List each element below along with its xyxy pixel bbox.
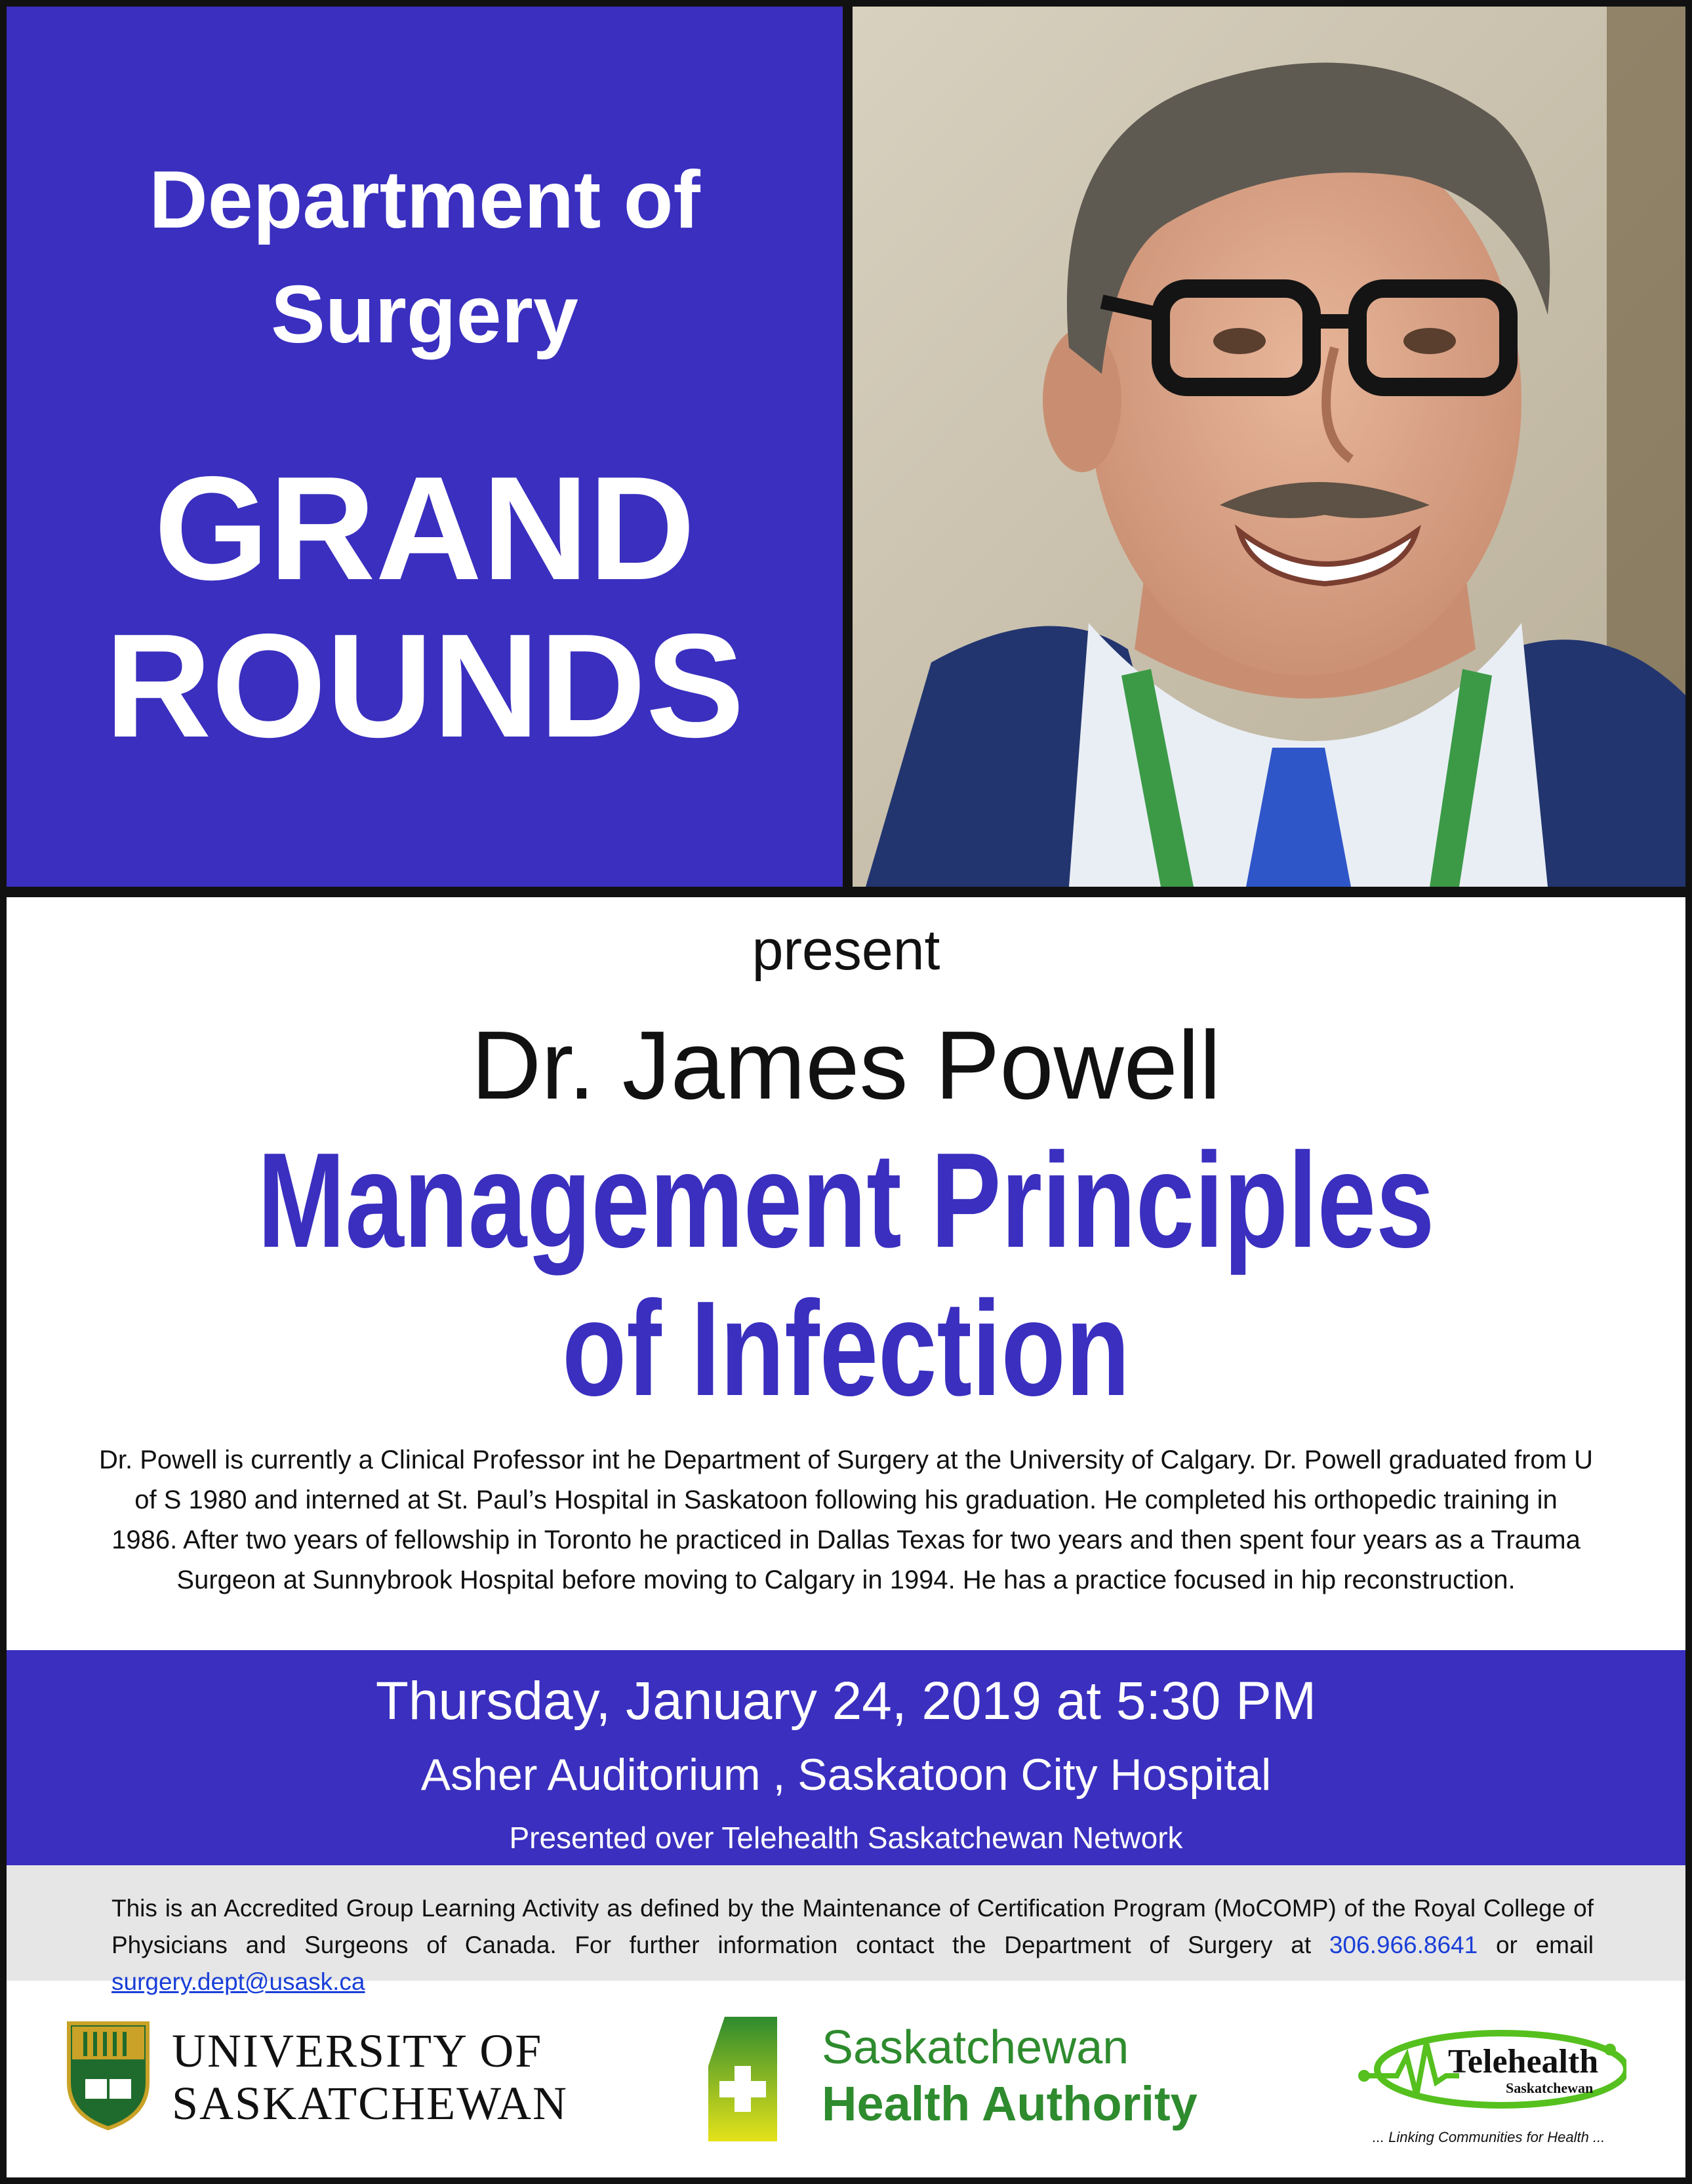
event-details-band (7, 1650, 1685, 1865)
speaker-bio: Dr. Powell is currently a Clinical Professor int he Department of Surgery at the University of Calgary. Dr. Powell graduated from U of S 1980 and interned at St. Paul’s Hospital in Saskatoon following his graduation. He completed his orthopedic training in 1986. After two years of fellowship in Toronto he practiced in Dallas Texas for two years and then spent four years as a Trauma Surgeon at Sunnybrook Hospital before moving to Calgary in 1994. He has a practice focused in hip reconstruction. (99, 1446, 1593, 1594)
grand-line: GRAND (154, 445, 695, 611)
talk-title-line1: Management Principles (257, 1125, 1435, 1276)
talk-title-line1-wrap (0, 1123, 1692, 1278)
speaker-portrait-illustration (853, 7, 1685, 887)
accreditation-text: This is an Accredited Group Learning Activity as defined by the Maintenance of Certification Program (MoCOMP) of the Royal College of Physicians and Surgeons of Canada. For further information contact the Department of Surgery at (111, 1895, 1594, 1958)
rounds-line: ROUNDS (104, 603, 745, 768)
event-datetime: Thursday, January 24, 2019 at 5:30 PM (375, 1671, 1317, 1731)
header-divider (843, 7, 853, 887)
usask-name-line1: UNIVERSITY OF (172, 2025, 543, 2077)
or-email-label: or email (1495, 1931, 1594, 1958)
event-network: Presented over Telehealth Saskatchewan Network (509, 1821, 1183, 1855)
department-line2: Surgery (271, 270, 578, 360)
usask-logo (66, 2020, 569, 2145)
event-location: Asher Auditorium , Saskatoon City Hospital (420, 1750, 1272, 1800)
phone-link[interactable]: 306.966.8641 (1329, 1931, 1478, 1958)
talk-title-line2-wrap (0, 1271, 1692, 1426)
sha-logo (705, 2013, 1243, 2145)
present-label: present (752, 919, 940, 982)
speaker-name: Dr. James Powell (471, 1011, 1221, 1120)
header-block (7, 7, 843, 887)
sha-name-line1: Saskatchewan (822, 2021, 1129, 2074)
talk-title-line2: of Infection (562, 1273, 1130, 1424)
telehealth-logo (1351, 2017, 1626, 2154)
email-link[interactable]: surgery.dept@usask.ca (111, 1968, 365, 1995)
telehealth-sub: Saskatchewan (1506, 2080, 1594, 2096)
speaker-photo (853, 7, 1685, 887)
usask-name-line2: SASKATCHEWAN (172, 2077, 569, 2130)
usask-shield-icon (66, 2020, 151, 2132)
telehealth-name: Telehealth (1448, 2043, 1599, 2080)
section-divider (7, 887, 1685, 897)
department-line1: Department of (149, 155, 700, 245)
telehealth-tagline: ... Linking Communities for Health ... (1372, 2129, 1605, 2145)
sha-cross-icon (705, 2013, 780, 2145)
logo-strip (7, 1981, 1685, 2177)
accreditation-box (7, 1865, 1685, 1995)
sha-name-line2: Health Authority (822, 2076, 1198, 2131)
